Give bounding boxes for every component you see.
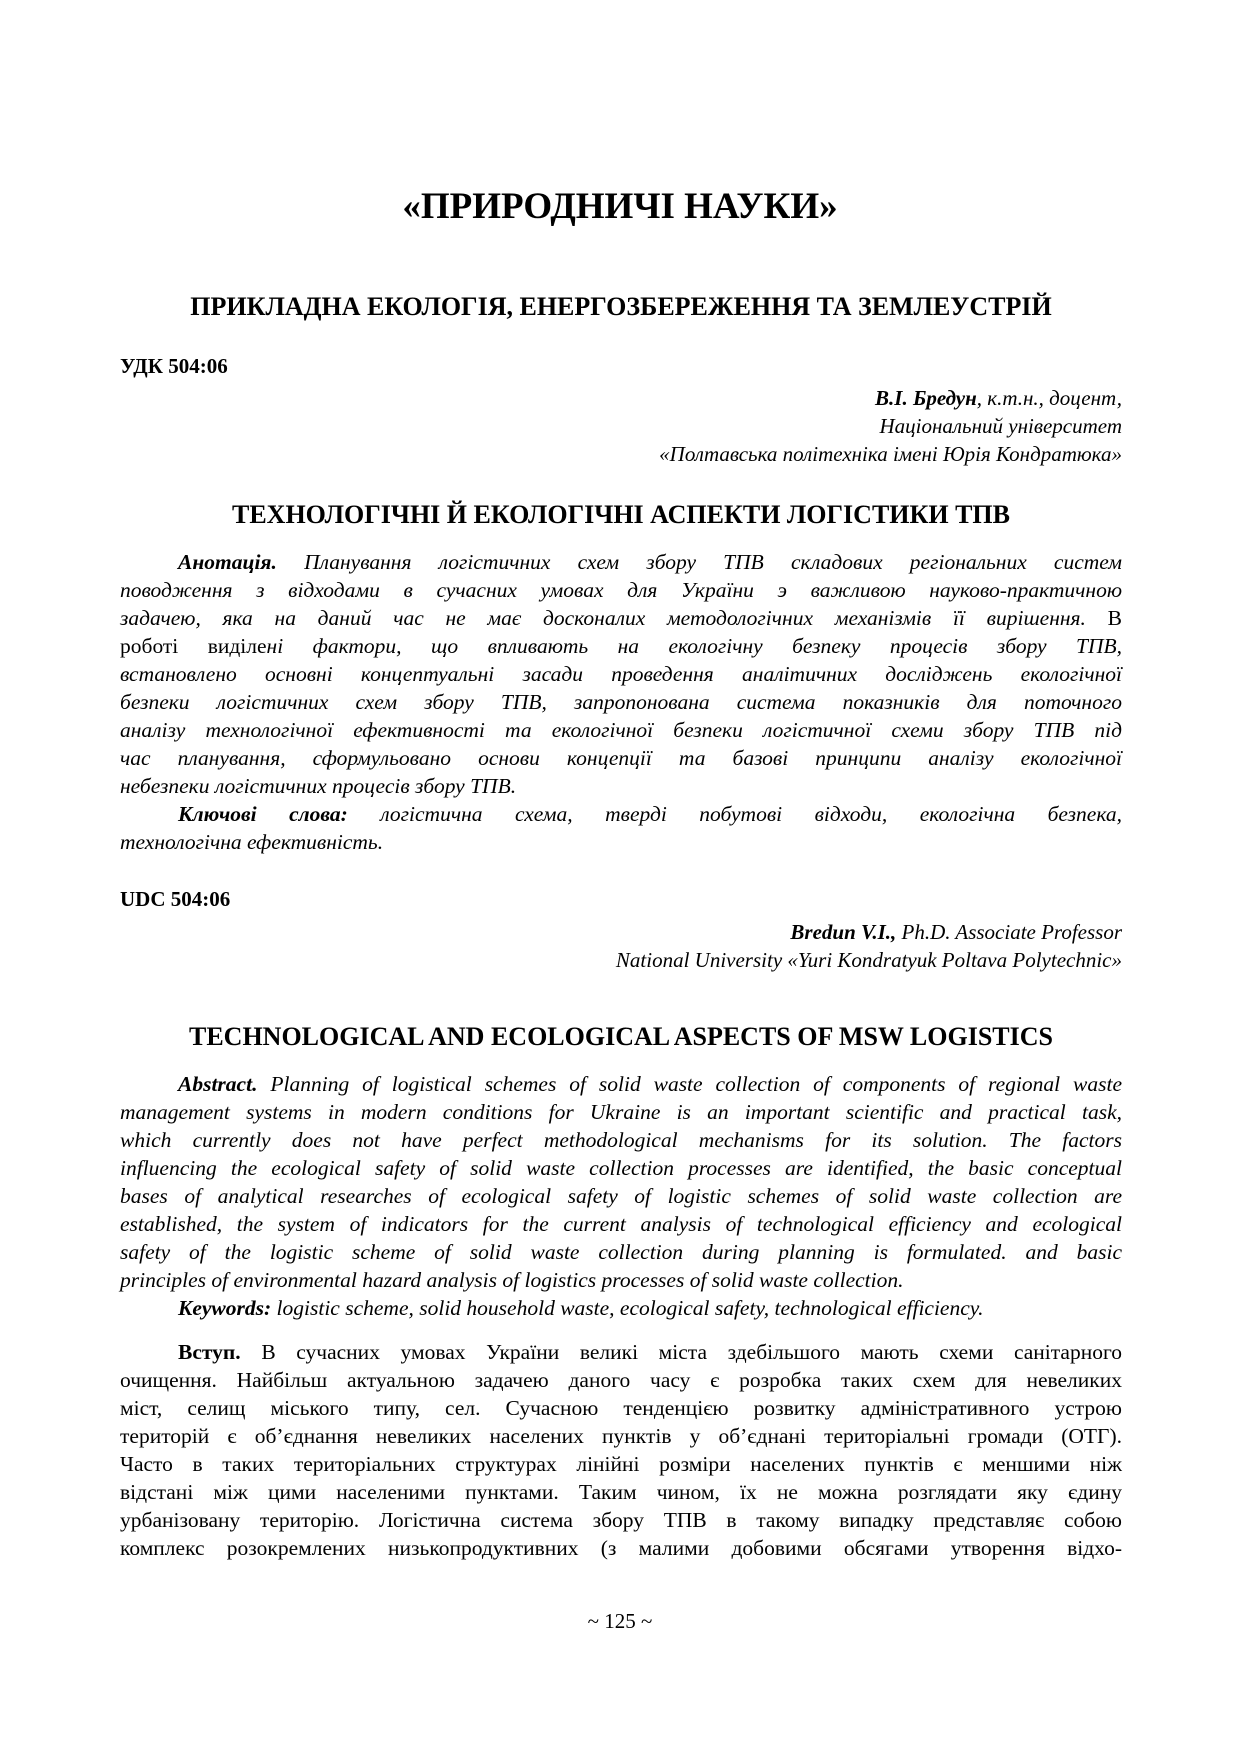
section-title: «ПРИРОДНИЧІ НАУКИ» bbox=[402, 186, 838, 227]
abstract-en-line-1: Abstract. Planning of logistical schemes of solid waste collection of components of regional waste bbox=[178, 1072, 1123, 1096]
intro-label: Вступ. bbox=[178, 1340, 241, 1364]
abstract-en-line-3: which currently does not have perfect methodological mechanisms for its solution. The factors bbox=[120, 1128, 1122, 1152]
keywords-label-en: Keywords: bbox=[178, 1296, 272, 1320]
abstract-en-line-5: bases of analytical researches of ecological safety of logistic schemes of solid waste collection are bbox=[120, 1184, 1122, 1208]
keywords-label-ua: Ключові слова: bbox=[178, 802, 348, 826]
keywords-ua-line-2: технологічна ефективність. bbox=[120, 830, 384, 854]
intro-line-5: Часто в таких територіальних структурах лінійні розміри населених пунктів є меншими ніж bbox=[120, 1452, 1122, 1476]
abstract-en-line-4: influencing the ecological safety of solid waste collection processes are identified, the basic conceptual bbox=[120, 1156, 1122, 1180]
article-title-en: TECHNOLOGICAL AND ECOLOGICAL ASPECTS OF MSW LOGISTICS bbox=[189, 1022, 1053, 1051]
article-title-ua: ТЕХНОЛОГІЧНІ Й ЕКОЛОГІЧНІ АСПЕКТИ ЛОГІСТИКИ ТПВ bbox=[232, 500, 1010, 529]
udk-code: УДК 504:06 bbox=[120, 354, 228, 378]
abstract-ua-line-3: задачею, яка на даний час не має досконалих методологічних механізмів її вирішення. В bbox=[120, 606, 1122, 630]
intro-line-4: територій є об’єднання невеликих населених пунктів у об’єднані територіальні громади (ОТГ). bbox=[120, 1424, 1122, 1448]
page-number: ~ 125 ~ bbox=[587, 1609, 653, 1633]
abstract-ua-line-9: небезпеки логістичних процесів збору ТПВ. bbox=[120, 774, 517, 798]
affiliation-ua-2: «Полтавська політехніка імені Юрія Кондратюка» bbox=[659, 442, 1122, 466]
author-line-en bbox=[120, 918, 1122, 946]
abstract-ua-line-5: встановлено основні концептуальні засади проведення аналітичних досліджень екологічної bbox=[120, 662, 1122, 686]
keywords-en: Keywords: logistic scheme, solid household waste, ecological safety, technological efficiency. bbox=[178, 1296, 984, 1320]
abstract-ua-line-8: час планування, сформульовано основи концепції та базові принципи аналізу екологічної bbox=[120, 746, 1122, 770]
abstract-en-line-7: safety of the logistic scheme of solid waste collection during planning is formulated. and basic bbox=[120, 1240, 1122, 1264]
intro-line-3: міст, селищ міського типу, сел. Сучасною тенденцією розвитку адміністративного устрою bbox=[120, 1396, 1122, 1420]
author-degree-ua: , к.т.н., доцент, bbox=[976, 386, 1122, 410]
abstract-label-ua: Анотація. bbox=[178, 550, 277, 574]
udc-code: UDC 504:06 bbox=[120, 887, 231, 911]
abstract-ua-line-4: роботі виділені фактори, що впливають на екологічну безпеку процесів збору ТПВ, bbox=[120, 634, 1122, 658]
abstract-ua-line-7: аналізу технологічної ефективності та екологічної безпеки логістичної схеми збору ТПВ під bbox=[120, 718, 1122, 742]
intro-line-2: очищення. Найбільш актуальною задачею даного часу є розробка таких схем для невеликих bbox=[120, 1368, 1122, 1392]
affiliation-ua-1: Національний університет bbox=[879, 414, 1122, 438]
author-name-en: Bredun V.I., bbox=[790, 920, 897, 944]
subsection-title: ПРИКЛАДНА ЕКОЛОГІЯ, ЕНЕРГОЗБЕРЕЖЕННЯ ТА ЗЕМЛЕУСТРІЙ bbox=[190, 292, 1052, 321]
author-name-ua: В.І. Бредун bbox=[875, 386, 977, 410]
abstract-ua-line-2: поводження з відходами в сучасних умовах для України э важливою науково-практичною bbox=[120, 578, 1122, 602]
keywords-ua-line-1: Ключові слова: логістична схема, тверді побутові відходи, екологічна безпека, bbox=[178, 802, 1122, 826]
abstract-ua-line-6: безпеки логістичних схем збору ТПВ, запропонована система показників для поточного bbox=[120, 690, 1122, 714]
intro-line-7: урбанізовану територію. Логістична система збору ТПВ в такому випадку представляє собою bbox=[120, 1508, 1122, 1532]
intro-line-6: відстані між цими населеними пунктами. Таким чином, їх не можна розглядати яку єдину bbox=[120, 1480, 1122, 1504]
intro-line-8: комплекс розокремлених низькопродуктивних (з малими добовими обсягами утворення відхо- bbox=[120, 1536, 1122, 1560]
author-line-ua bbox=[120, 384, 1122, 412]
abstract-en-line-6: established, the system of indicators for the current analysis of technological efficiency and ecological bbox=[120, 1212, 1122, 1236]
affiliation-en: National University «Yuri Kondratyuk Poltava Polytechnic» bbox=[615, 948, 1122, 972]
abstract-en-line-8: principles of environmental hazard analysis of logistics processes of solid waste collection. bbox=[120, 1268, 904, 1292]
abstract-label-en: Abstract. bbox=[178, 1072, 258, 1096]
abstract-ua-line-1: Анотація. Планування логістичних схем збору ТПВ складових регіональних систем bbox=[178, 550, 1122, 574]
author-degree-en: Ph.D. Associate Professor bbox=[896, 920, 1122, 944]
intro-line-1: Вступ. В сучасних умовах України великі міста здебільшого мають схеми санітарного bbox=[178, 1340, 1123, 1364]
abstract-en-line-2: management systems in modern conditions for Ukraine is an important scientific and practical task, bbox=[120, 1100, 1122, 1124]
